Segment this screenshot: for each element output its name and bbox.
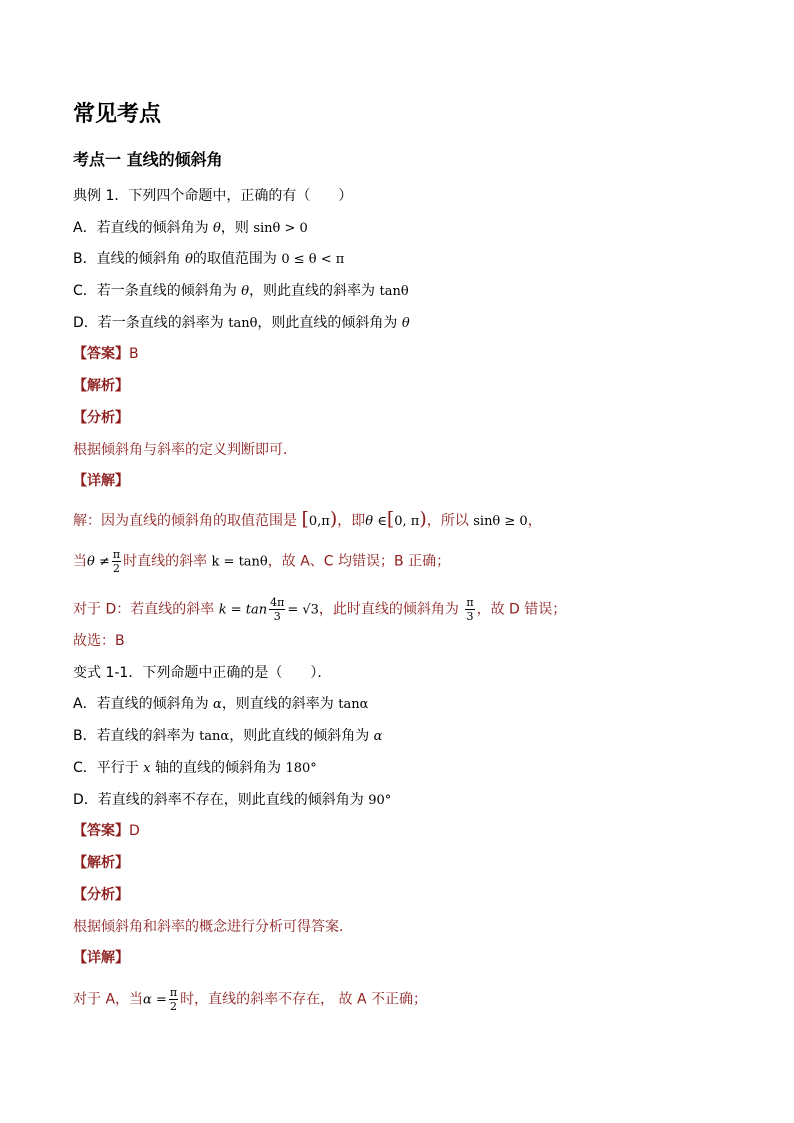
solution-text: 时，直线的斜率不存在， 故 A 不正确； <box>180 991 428 1008</box>
math-alpha: α = <box>143 992 167 1008</box>
detail-label: 【详解】 <box>73 473 129 489</box>
option-text: C．平行于 <box>73 760 144 776</box>
math-expression: 90° <box>368 793 392 808</box>
solution-text: 时直线的斜率 <box>123 553 212 570</box>
solution-text: 解：因为直线的倾斜角的取值范围是 <box>73 513 302 529</box>
math-alpha: α <box>373 729 383 744</box>
option-text: ，则 <box>220 220 254 236</box>
math-expression: 180° <box>285 761 317 776</box>
bracket-open: [ <box>301 508 309 530</box>
math-x: x <box>143 761 151 776</box>
option-text: A．若直线的倾斜角为 <box>73 220 214 236</box>
option-text: D．若一条直线的斜率为 <box>73 315 229 331</box>
solution-text: 对于 A，当 <box>73 991 144 1008</box>
answer-value: D <box>129 823 140 839</box>
solution-text: 对于 D：若直线的斜率 <box>73 601 219 618</box>
variant-option-b <box>73 727 382 746</box>
fraction-denominator: 3 <box>466 610 474 623</box>
fraction-denominator: 3 <box>273 610 281 623</box>
option-text: ，则此直线的倾斜角为 <box>257 315 402 331</box>
option-text: B．若直线的斜率为 <box>73 728 200 744</box>
variant-fenxi-label: 【分析】 <box>73 887 129 903</box>
paren-close: ) <box>419 508 427 530</box>
option-text: ，则此直线的倾斜角为 <box>229 728 374 744</box>
answer-value: B <box>129 346 139 362</box>
option-text: ，则此直线的斜率为 <box>249 283 380 299</box>
bracket-open: [ <box>386 508 395 530</box>
solution-text: ， <box>527 513 542 529</box>
fraction <box>112 548 121 575</box>
math-theta: θ <box>401 316 410 331</box>
fraction-denominator: 2 <box>169 1000 177 1013</box>
variant-question: 变式 1-1．下列命题中正确的是（ ）． <box>73 665 332 681</box>
solution-text: ，故 A、C 均错误；B 正确； <box>267 553 451 570</box>
math-theta: θ <box>185 252 193 267</box>
option-text: 的取值范围为 <box>192 251 282 267</box>
example-option-c <box>73 282 409 301</box>
fraction-numerator: π <box>112 548 121 561</box>
math-alpha: α <box>213 697 222 712</box>
math-expression: tanα <box>199 729 230 744</box>
math-expression: tanθ <box>228 316 258 331</box>
solution-line-2 <box>73 548 450 575</box>
fraction <box>269 596 285 623</box>
math-expression: tanθ <box>379 284 409 299</box>
solution-text: ，即 <box>337 513 366 529</box>
example-option-a <box>73 219 308 238</box>
option-text: C．若一条直线的倾斜角为 <box>73 283 242 299</box>
solution-text: ，所以 <box>426 513 474 529</box>
math-interval: 0,π <box>308 514 330 529</box>
section-title: 考点一 直线的倾斜角 <box>73 150 223 169</box>
choice-line: 故选：B <box>73 633 125 649</box>
example-option-d <box>73 314 410 333</box>
option-text: D．若直线的斜率不存在，则此直线的倾斜角为 <box>73 792 369 808</box>
analysis-label: 【解析】 <box>73 378 129 394</box>
fraction-numerator: π <box>466 596 474 609</box>
fenxi-label: 【分析】 <box>73 410 129 426</box>
fraction <box>169 986 178 1013</box>
fenxi-text: 根据倾斜角与斜率的定义判断即可． <box>73 442 297 458</box>
variant-fenxi-text: 根据倾斜角和斜率的概念进行分析可得答案． <box>73 919 353 935</box>
answer-label: 【答案】 <box>73 823 129 839</box>
solution-line-1 <box>73 510 542 531</box>
fraction-denominator: 2 <box>112 562 120 575</box>
math-theta: θ <box>241 284 250 299</box>
paren-close: ) <box>329 508 338 530</box>
math-expression: 0 ≤ θ < π <box>281 252 345 267</box>
math-expression: k = tan <box>218 602 268 618</box>
answer-label: 【答案】 <box>73 346 129 362</box>
solution-text: ，此时直线的倾斜角为 <box>318 601 464 618</box>
math-expression: sinθ ≥ 0 <box>473 514 528 529</box>
page-heading: 常见考点 <box>73 102 162 127</box>
variant-option-a <box>73 695 368 714</box>
variant-option-c <box>73 759 317 778</box>
answer-line <box>73 345 139 363</box>
math-theta: θ ≠ <box>87 554 110 570</box>
option-text: B．直线的倾斜角 <box>73 251 186 267</box>
example-question: 典例 1．下列四个命题中，正确的有（ ） <box>73 188 353 204</box>
variant-answer-line <box>73 822 140 840</box>
math-theta: θ <box>213 221 221 236</box>
math-theta: θ ∈ <box>365 514 387 529</box>
variant-detail-label: 【详解】 <box>73 950 129 966</box>
fraction-numerator: 4π <box>270 596 285 609</box>
option-text: ，则直线的斜率为 <box>221 696 339 712</box>
math-expression: = √3 <box>287 602 319 618</box>
fraction-numerator: π <box>169 986 178 999</box>
option-text: 轴的直线的倾斜角为 <box>150 760 286 776</box>
solution-line-3 <box>73 596 566 623</box>
example-option-b <box>73 250 344 269</box>
math-interval: 0, π <box>394 514 420 529</box>
solution-text: 当 <box>73 553 87 570</box>
math-expression: k = tanθ <box>211 554 268 570</box>
variant-solution-line-1 <box>73 986 427 1013</box>
math-expression: tanα <box>338 697 369 712</box>
option-text: A．若直线的倾斜角为 <box>73 696 214 712</box>
math-expression: sinθ > 0 <box>253 221 308 236</box>
fraction <box>465 596 474 623</box>
variant-option-d <box>73 791 391 810</box>
variant-analysis-label: 【解析】 <box>73 855 129 871</box>
solution-text: ，故 D 错误； <box>476 601 567 618</box>
